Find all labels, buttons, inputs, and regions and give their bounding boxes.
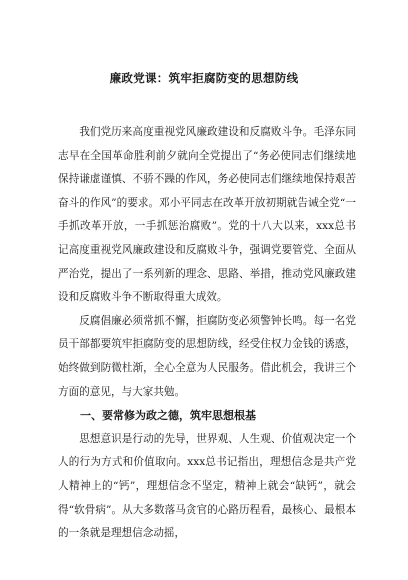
document-title: 廉政党课：筑牢拒腐防变的思想防线 (109, 71, 299, 85)
paragraph: 反腐倡廉必须常抓不懈，拒腐防变必须警钟长鸣。每一名党员干部都要筑牢拒腐防变的思想防线，经受住权力金钱的诱惑，始终做到防微杜渐，全心全意为人民服务。借此机会，我讲三个方面的意见，与大家共勉。 (58, 314, 356, 398)
section-heading: 一、要常修为政之德，筑牢思想根基 (80, 409, 256, 423)
document-body (58, 121, 356, 546)
paragraph: 思想意识是行动的先导，世界观、人生观、价值观决定一个人的行为方式和价值取向。xxx总书记指出，理想信念是共产党人精神上的“钙”，理想信念不坚定，精神上就会“缺钙”，就会得“软骨病”。从大多数落马贪官的心路历程看，最核心、最根本的一条就是理想信念动摇， (58, 432, 356, 540)
paragraph: 我们党历来高度重视党风廉政建设和反腐败斗争。毛泽东同志早在全国革命胜利前夕就向全党提出了“务必使同志们继续地保持谦虚谨慎、不骄不躁的作风，务必使同志们继续地保持艰苦奋斗的作风”的要求。邓小平同志在改革开放初期就告诫全党“一手抓改革开放，一手抓惩治腐败”。党的十八大以来，xxx总书记高度重视党风廉政建设和反腐败斗争，强调党要管党、全面从严治党，提出了一系列新的理念、思路、举措，推动党风廉政建设和反腐败斗争不断取得重大成效。 (58, 126, 356, 304)
